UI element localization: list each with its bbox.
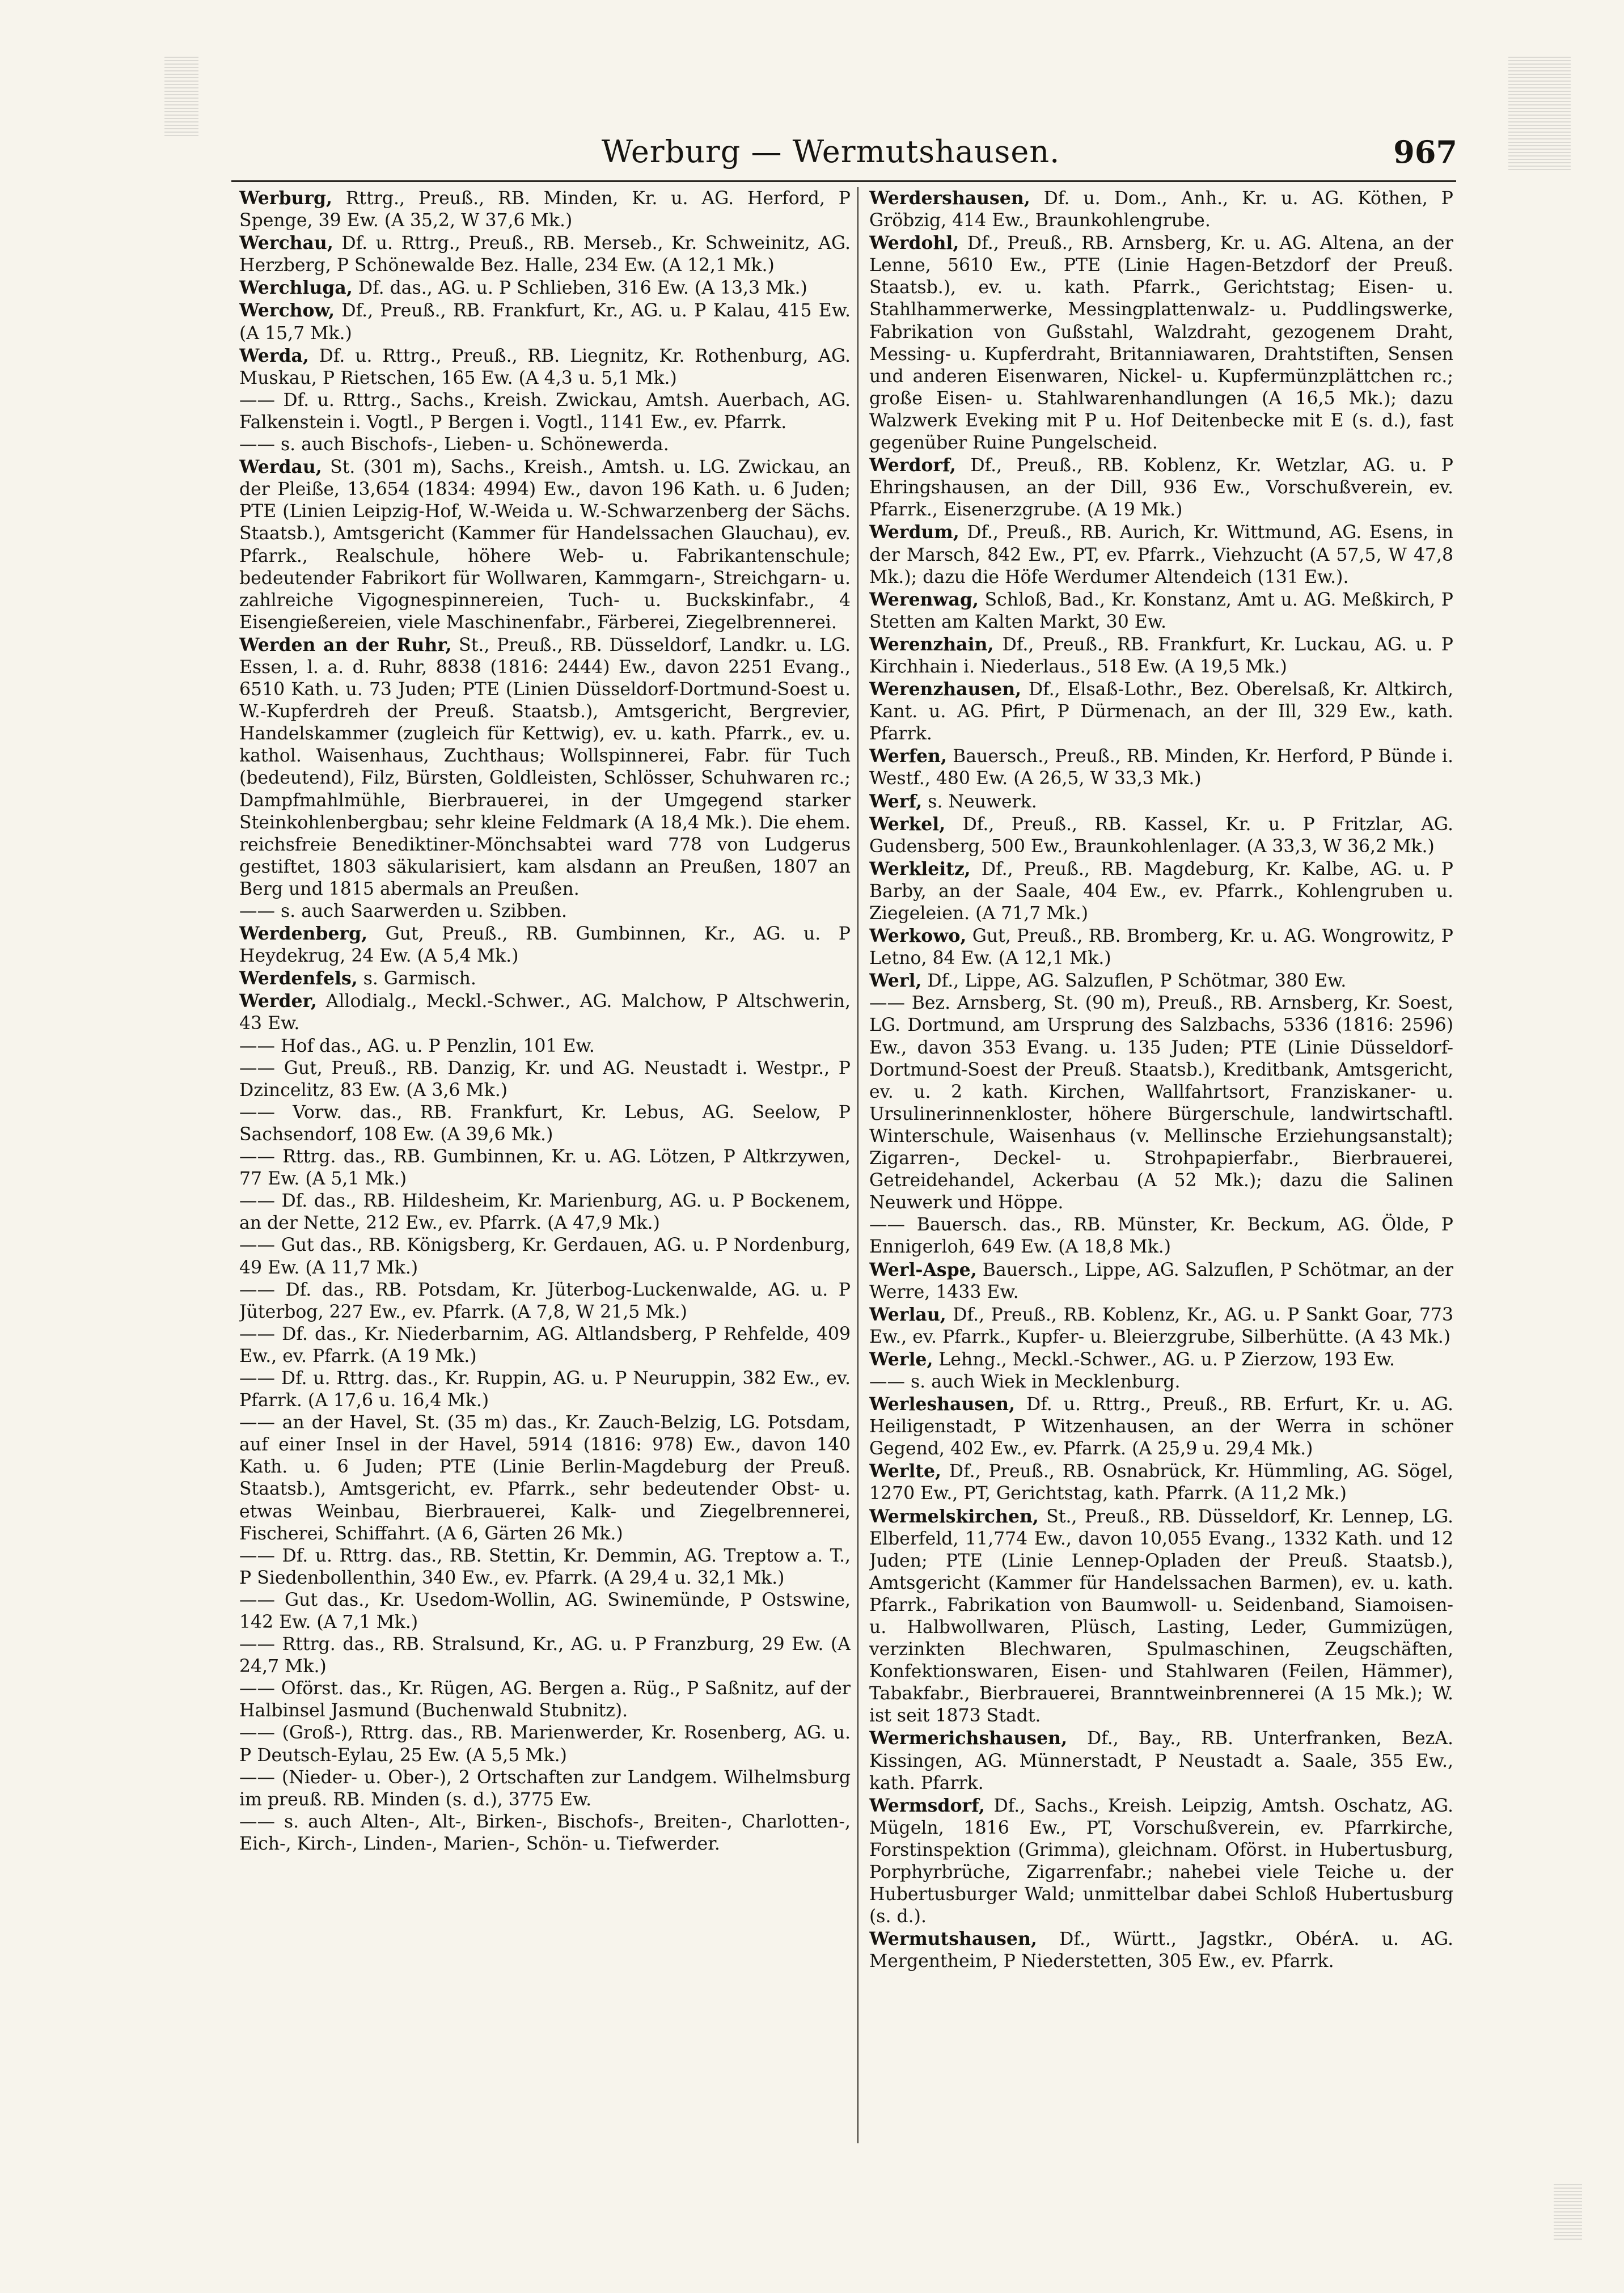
entry-headword: Werdum,: [869, 522, 959, 543]
entry-text: Df., Elsaß-Lothr., Bez. Oberelsaß, Kr. Altkirch, Kant. u. AG. Pfirt, P Dürmenach, an der Ill, 329 Ew., kath. Pfarrk.: [869, 679, 1453, 744]
gazetteer-entry: [869, 187, 1453, 232]
entry-headword: Werenwag,: [869, 589, 979, 610]
gazetteer-subentry: [239, 390, 851, 434]
entry-headword: Werchluga,: [239, 277, 353, 299]
gazetteer-subentry: [239, 900, 851, 923]
gazetteer-subentry: [239, 1234, 851, 1279]
gazetteer-entry: [869, 1304, 1453, 1348]
gazetteer-entry: [239, 187, 851, 232]
gazetteer-subentry: [239, 1767, 851, 1811]
entry-headword: Werkleitz,: [869, 858, 971, 879]
right-column: [869, 187, 1453, 2160]
gazetteer-entry: [869, 1259, 1453, 1304]
gazetteer-entry: [239, 277, 851, 299]
running-title: Werburg — Wermutshausen.: [601, 134, 1060, 170]
gazetteer-entry: [869, 790, 1453, 813]
gazetteer-subentry: [239, 1722, 851, 1766]
header-rule: [231, 180, 1456, 182]
entry-text: Rttrg., Preuß., RB. Minden, Kr. u. AG. Herford, P Spenge, 39 Ew. (A 35,2, W 37,6 Mk.): [239, 188, 851, 231]
running-head: [204, 134, 1457, 185]
entry-headword: Werdenberg,: [239, 923, 368, 945]
entry-text: —— Rttrg. das., RB. Gumbinnen, Kr. u. AG. Lötzen, P Altkrzywen, 77 Ew. (A 5,1 Mk.): [239, 1146, 851, 1190]
gazetteer-entry: [869, 1460, 1453, 1505]
entry-headword: Werdenfels,: [239, 968, 358, 989]
entry-text: —— (Nieder- u. Ober-), 2 Ortschaften zur Landgem. Wilhelmsburg im preuß. RB. Minden (s. d.), 3775 Ew.: [239, 1767, 851, 1810]
entry-headword: Werda,: [239, 345, 309, 366]
entry-headword: Werdohl,: [869, 232, 959, 254]
entry-headword: Werl,: [869, 970, 922, 992]
entry-text: Schloß, Bad., Kr. Konstanz, Amt u. AG. Meßkirch, P Stetten am Kalten Markt, 30 Ew.: [869, 589, 1453, 632]
gazetteer-subentry: [239, 1368, 851, 1412]
gazetteer-subentry: [239, 1811, 851, 1855]
gazetteer-entry: [869, 970, 1453, 992]
gazetteer-subentry: [239, 1412, 851, 1545]
entry-headword: Werdau,: [239, 456, 322, 478]
gazetteer-subentry: [239, 1146, 851, 1190]
gazetteer-subentry: [239, 1190, 851, 1234]
entry-text: Df., Preuß., RB. Koblenz, Kr. Wetzlar, AG. u. P Ehringshausen, an der Dill, 936 Ew., Vorschußverein, ev. Pfarrk., Eisenerzgrube. (A 19 Mk.): [869, 455, 1453, 521]
gazetteer-entry: [239, 299, 851, 344]
entry-text: —— s. auch Saarwerden u. Szibben.: [239, 901, 568, 921]
entry-text: St., Preuß., RB. Düsseldorf, Kr. Lennep, LG. Elberfeld, 11,774 Ew., davon 10,055 Evang., 1332 Kath. und 12 Juden; PTE (Linie Lennep-Opladen der Preuß. Staatsb.), Amtsgericht (Kammer für Handelssachen Barmen), ev. u. kath. Pfarrk., Fabrikation von Baumwoll- u. Seidenband, Siamoisen- u. Halbwollwaren, Plüsch, Lasting, Leder, Gummizügen, verzinkten Blechwaren, Spulmaschinen, Zeugschäften, Konfektionswaren, Eisen- und Stahlwaren (Feilen, Hämmer), Tabakfabr., Bierbrauerei, Branntweinbrennerei (A 15 Mk.); W. ist seit 1873 Stadt.: [869, 1506, 1453, 1727]
entry-text: Df., Preuß., RB. Frankfurt, Kr., AG. u. P Kalau, 415 Ew. (A 15,7 Mk.): [239, 301, 851, 344]
entry-headword: Werchau,: [239, 232, 333, 254]
scan-edge-mark: [1508, 57, 1571, 170]
entry-text: s. Neuwerk.: [922, 791, 1037, 812]
scan-edge-mark: [164, 57, 198, 136]
gazetteer-entry: [239, 232, 851, 277]
entry-text: Df. u. Dom., Anh., Kr. u. AG. Köthen, P Gröbzig, 414 Ew., Braunkohlengrube.: [869, 188, 1453, 231]
gazetteer-entry: [869, 454, 1453, 521]
entry-headword: Werl-Aspe,: [869, 1259, 977, 1280]
entry-text: —— Gut das., Kr. Usedom-Wollin, AG. Swinemünde, P Ostswine, 142 Ew. (A 7,1 Mk.): [239, 1589, 851, 1632]
entry-headword: Werburg,: [239, 188, 332, 209]
entry-text: St., Preuß., RB. Düsseldorf, Landkr. u. LG. Essen, l. a. d. Ruhr, 8838 (1816: 2444) Ew., davon 2251 Evang., 6510 Kath. u. 73 Juden; PTE (Linien Düsseldorf-Dortmund-Soest u. W.-Kupferdreh der Preuß. Staatsb.), Amtsgericht, Bergrevier, Handelskammer (zugleich für Kettwig), ev. u. kath. Pfarrk., ev. u. kathol. Waisenhaus, Zuchthaus; Wollspinnerei, Fabr. für Tuch (bedeutend), Filz, Bürsten, Goldleisten, Schlösser, Schuhwaren rc.; Dampfmahlmühle, Bierbrauerei, in der Umgegend starker Steinkohlenbergbau; sehr kleine Feldmark (A 18,4 Mk.). Die ehem. reichsfreie Benediktiner-Mönchsabtei ward 778 von Ludgerus gestiftet, 1803 säkularisiert, kam alsdann an Preußen, 1807 an Berg und 1815 abermals an Preußen.: [239, 634, 851, 899]
gazetteer-entry: [869, 633, 1453, 678]
entry-text: Df., Preuß., RB. Magdeburg, Kr. Kalbe, AG. u. P Barby, an der Saale, 404 Ew., ev. Pfarrk., Kohlengruben u. Ziegeleien. (A 71,7 Mk.): [869, 858, 1453, 924]
entry-text: —— Df. das., RB. Hildesheim, Kr. Marienburg, AG. u. P Bockenem, an der Nette, 212 Ew., ev. Pfarrk. (A 47,9 Mk.): [239, 1191, 851, 1234]
gazetteer-entry: [239, 990, 851, 1035]
entry-text: Allodialg., Meckl.-Schwer., AG. Malchow, P Altschwerin, 43 Ew.: [239, 991, 851, 1034]
gazetteer-subentry: [239, 1035, 851, 1057]
gazetteer-entry: [869, 521, 1453, 588]
page-number: 967: [1393, 134, 1457, 170]
entry-text: —— Bez. Arnsberg, St. (90 m), Preuß., RB. Arnsberg, Kr. Soest, LG. Dortmund, am Ursprung des Salzbachs, 5336 (1816: 2596) Ew., davon 353 Evang. u. 135 Juden; PTE (Linie Düsseldorf-Dortmund-Soest der Preuß. Staatsb.), Kreditbank, Amtsgericht, ev. u. 2 kath. Kirchen, Wallfahrtsort, Franziskaner- u. Ursulinerinnenkloster, höhere Bürgerschule, landwirtschaftl. Winterschule, Waisenhaus (v. Mellinsche Erziehungsanstalt); Zigarren-, Deckel- u. Strohpapierfabr., Bierbrauerei, Getreidehandel, Ackerbau (A 52 Mk.); dazu die Salinen Neuwerk und Höppe.: [869, 993, 1453, 1213]
entry-text: Df., Bay., RB. Unterfranken, BezA. Kissingen, AG. Münnerstadt, P Neustadt a. Saale, 355 Ew., kath. Pfarrk.: [869, 1728, 1453, 1793]
entry-text: Lehng., Meckl.-Schwer., AG. u. P Zierzow, 193 Ew.: [933, 1349, 1395, 1370]
gazetteer-entry: [239, 456, 851, 634]
entry-headword: Werf,: [869, 790, 923, 812]
entry-headword: Wermerichshausen,: [869, 1728, 1068, 1749]
entry-text: Df., Preuß., RB. Arnsberg, Kr. u. AG. Altena, an der Lenne, 5610 Ew., PTE (Linie Hagen-Betzdorf der Preuß. Staatsb.), ev. u. kath. Pfarrk., Gerichtstag; Eisen- u. Stahlhammerwerke, Messingplattenwalz- u. Puddlingswerke, Fabrikation von Gußstahl, Walzdraht, gezogenem Draht, Messing- u. Kupferdraht, Britanniawaren, Drahtstiften, Sensen und anderen Eisenwaren, Nickel- u. Kupfermünzplättchen rc.; große Eisen- u. Stahlwarenhandlungen (A 16,5 Mk.); dazu Walzwerk Eveking mit P u. Hof Deitenbecke mit E (s. d.), fast gegenüber Ruine Pungelscheid.: [869, 233, 1453, 454]
gazetteer-entry: [869, 232, 1453, 454]
entry-headword: Werenzhausen,: [869, 679, 1022, 700]
entry-text: Df. u. Rttrg., Preuß., RB. Erfurt, Kr. u. AG. Heiligenstadt, P Witzenhausen, an der Werra in schöner Gegend, 402 Ew., ev. Pfarrk. (A 25,9 u. 29,4 Mk.): [869, 1394, 1453, 1459]
entry-headword: Werchow,: [239, 300, 335, 321]
entry-text: —— Hof das., AG. u. P Penzlin, 101 Ew.: [239, 1035, 595, 1056]
entry-headword: Werdershausen,: [869, 188, 1030, 209]
entry-text: Df. u. Rttrg., Preuß., RB. Merseb., Kr. Schweinitz, AG. Herzberg, P Schönewalde Bez. Halle, 234 Ew. (A 12,1 Mk.): [239, 233, 851, 276]
entry-headword: Werder,: [239, 991, 317, 1012]
entry-headword: Werdorf,: [869, 455, 956, 476]
entry-headword: Werfen,: [869, 746, 947, 767]
entry-text: —— an der Havel, St. (35 m) das., Kr. Zauch-Belzig, LG. Potsdam, auf einer Insel in der Havel, 5914 (1816: 978) Ew., davon 140 Kath. u. 6 Juden; PTE (Linie Berlin-Magdeburg der Preuß. Staatsb.), Amtsgericht, ev. Pfarrk., sehr bedeutender Obst- u. etwas Weinbau, Bierbrauerei, Kalk- und Ziegelbrennerei, Fischerei, Schiffahrt. (A 6, Gärten 26 Mk.): [239, 1412, 851, 1544]
gazetteer-entry: [869, 1348, 1453, 1371]
entry-text: Gut, Preuß., RB. Gumbinnen, Kr., AG. u. P Heydekrug, 24 Ew. (A 5,4 Mk.): [239, 924, 851, 967]
gazetteer-entry: [869, 1795, 1453, 1928]
gazetteer-subentry: [869, 1214, 1453, 1258]
gazetteer-entry: [239, 345, 851, 390]
entry-text: —— Gut, Preuß., RB. Danzig, Kr. und AG. Neustadt i. Westpr., P Dzincelitz, 83 Ew. (A 3,6 Mk.): [239, 1057, 851, 1101]
entry-text: Bauersch., Lippe, AG. Salzuflen, P Schötmar, an der Werre, 1433 Ew.: [869, 1259, 1453, 1302]
gazetteer-entry: [239, 923, 851, 967]
entry-text: —— Df. u. Rttrg., Sachs., Kreish. Zwickau, Amtsh. Auerbach, AG. Falkenstein i. Vogtl., P Bergen i. Vogtl., 1141 Ew., ev. Pfarrk.: [239, 390, 851, 433]
gazetteer-entry: [869, 745, 1453, 790]
gazetteer-subentry: [239, 1634, 851, 1678]
gazetteer-subentry: [239, 1102, 851, 1146]
entry-text: Df. das., AG. u. P Schlieben, 316 Ew. (A 13,3 Mk.): [352, 278, 807, 299]
gazetteer-subentry: [239, 1323, 851, 1368]
gazetteer-subentry: [239, 1279, 851, 1323]
gazetteer-entry: [869, 1393, 1453, 1460]
column-divider: [857, 187, 858, 2143]
entry-text: Df., Württ., Jagstkr., ObérA. u. AG. Mergentheim, P Niederstetten, 305 Ew., ev. Pfarrk.: [869, 1929, 1453, 1972]
entry-text: —— (Groß-), Rttrg. das., RB. Marienwerder, Kr. Rosenberg, AG. u. P Deutsch-Eylau, 25 Ew. (A 5,5 Mk.): [239, 1723, 851, 1766]
entry-text: —— s. auch Bischofs-, Lieben- u. Schönewerda.: [239, 434, 669, 455]
entry-text: —— Df. das., RB. Potsdam, Kr. Jüterbog-Luckenwalde, AG. u. P Jüterbog, 227 Ew., ev. Pfarrk. (A 7,8, W 21,5 Mk.): [239, 1279, 851, 1322]
scan-edge-mark: [1554, 2183, 1582, 2240]
entry-text: —— Df. das., Kr. Niederbarnim, AG. Altlandsberg, P Rehfelde, 409 Ew., ev. Pfarrk. (A 19 Mk.): [239, 1323, 851, 1367]
gazetteer-entry: [869, 1727, 1453, 1794]
gazetteer-subentry: [239, 1057, 851, 1102]
gazetteer-entry: [869, 1928, 1453, 1973]
entry-text: —— Df. u. Rttrg. das., Kr. Ruppin, AG. u. P Neuruppin, 382 Ew., ev. Pfarrk. (A 17,6 u. 16,4 Mk.): [239, 1368, 851, 1411]
entry-text: —— Bauersch. das., RB. Münster, Kr. Beckum, AG. Ölde, P Ennigerloh, 649 Ew. (A 18,8 Mk.): [869, 1215, 1453, 1258]
entry-headword: Werkel,: [869, 813, 946, 835]
entry-text: —— s. auch Wiek in Mecklenburg.: [869, 1371, 1181, 1392]
entry-text: —— Vorw. das., RB. Frankfurt, Kr. Lebus, AG. Seelow, P Sachsendorf, 108 Ew. (A 39,6 Mk.): [239, 1102, 851, 1145]
entry-text: Df., Preuß., RB. Aurich, Kr. Wittmund, AG. Esens, in der Marsch, 842 Ew., PT, ev. Pfarrk., Viehzucht (A 57,5, W 47,8 Mk.); dazu die Höfe Werdumer Altendeich (131 Ew.).: [869, 522, 1453, 587]
entry-headword: Werleshausen,: [869, 1394, 1016, 1415]
gazetteer-entry: [239, 967, 851, 990]
entry-text: Df. u. Rttrg., Preuß., RB. Liegnitz, Kr. Rothenburg, AG. Muskau, P Rietschen, 165 Ew. (A 4,3 u. 5,1 Mk.): [239, 345, 851, 388]
entry-text: Gut, Preuß., RB. Bromberg, Kr. u. AG. Wongrowitz, P Letno, 84 Ew. (A 12,1 Mk.): [869, 926, 1453, 969]
gazetteer-entry: [869, 858, 1453, 925]
entry-headword: Werle,: [869, 1348, 933, 1370]
entry-text: Df., Preuß., RB. Frankfurt, Kr. Luckau, AG. u. P Kirchhain i. Niederlaus., 518 Ew. (A 19,5 Mk.): [869, 634, 1453, 677]
gazetteer-entry: [869, 925, 1453, 970]
left-column: [239, 187, 851, 2160]
entry-headword: Wermelskirchen,: [869, 1505, 1039, 1527]
entry-headword: Wermutshausen,: [869, 1928, 1037, 1950]
entry-text: St. (301 m), Sachs., Kreish., Amtsh. u. LG. Zwickau, an der Pleiße, 13,654 (1834: 4994) Ew., davon 196 Kath. u. 6 Juden; PTE (Linien Leipzig-Hof, W.-Weida u. W.-Schwarzenberg der Sächs. Staatsb.), Amtsgericht (Kammer für Handelssachen Glauchau), ev. Pfarrk., Realschule, höhere Web- u. Fabrikantenschule; bedeutender Fabrikort für Wollwaren, Kammgarn-, Streichgarn- u. zahlreiche Vigognespinnereien, Tuch- u. Buckskinfabr., 4 Eisengießereien, viele Maschinenfabr., Färberei, Ziegelbrennerei.: [239, 457, 851, 633]
entry-text: —— Oförst. das., Kr. Rügen, AG. Bergen a. Rüg., P Saßnitz, auf der Halbinsel Jasmund (Buchenwald Stubnitz).: [239, 1678, 851, 1721]
gazetteer-subentry: [239, 1678, 851, 1722]
entry-headword: Werkowo,: [869, 925, 967, 947]
gazetteer-entry: [869, 813, 1453, 858]
entry-text: Df., Lippe, AG. Salzuflen, P Schötmar, 380 Ew.: [921, 971, 1347, 992]
entry-headword: Wermsdorf,: [869, 1795, 985, 1816]
entry-text: Bauersch., Preuß., RB. Minden, Kr. Herford, P Bünde i. Westf., 480 Ew. (A 26,5, W 33,3 Mk.): [869, 746, 1453, 789]
entry-text: —— Gut das., RB. Königsberg, Kr. Gerdauen, AG. u. P Nordenburg, 49 Ew. (A 11,7 Mk.): [239, 1235, 851, 1278]
gazetteer-entry: [869, 678, 1453, 745]
gazetteer-subentry: [239, 1545, 851, 1589]
gazetteer-subentry: [239, 434, 851, 456]
gazetteer-subentry: [869, 992, 1453, 1214]
gazetteer-entry: [239, 634, 851, 900]
entry-headword: Werden an der Ruhr,: [239, 634, 452, 655]
entry-text: —— Df. u. Rttrg. das., RB. Stettin, Kr. Demmin, AG. Treptow a. T., P Siedenbollenthin, 340 Ew., ev. Pfarrk. (A 29,4 u. 32,1 Mk.): [239, 1545, 851, 1588]
entry-text: s. Garmisch.: [357, 968, 476, 989]
entry-headword: Werlau,: [869, 1304, 946, 1325]
entry-text: Df., Sachs., Kreish. Leipzig, Amtsh. Oschatz, AG. Mügeln, 1816 Ew., PT, Vorschußverein, ev. Pfarrkirche, Forstinspektion (Grimma), gleichnam. Oförst. in Hubertusburg, Porphyrbrüche, Zigarrenfabr.; nahebei viele Teiche u. der Hubertusburger Wald; unmittelbar dabei Schloß Hubertusburg (s. d.).: [869, 1795, 1453, 1927]
entry-text: Df., Preuß., RB. Koblenz, Kr., AG. u. P Sankt Goar, 773 Ew., ev. Pfarrk., Kupfer- u. Bleierzgrube, Silberhütte. (A 43 Mk.): [869, 1304, 1453, 1347]
entry-text: Df., Preuß., RB. Kassel, Kr. u. P Fritzlar, AG. Gudensberg, 500 Ew., Braunkohlenlager. (A 33,3, W 36,2 Mk.): [869, 814, 1453, 857]
entry-text: —— Rttrg. das., RB. Stralsund, Kr., AG. u. P Franzburg, 29 Ew. (A 24,7 Mk.): [239, 1634, 851, 1677]
gazetteer-subentry: [869, 1371, 1453, 1393]
gazetteer-entry: [869, 589, 1453, 633]
gazetteer-subentry: [239, 1589, 851, 1634]
entry-headword: Werenzhain,: [869, 633, 994, 655]
entry-text: Df., Preuß., RB. Osnabrück, Kr. Hümmling, AG. Sögel, 1270 Ew., PT, Gerichtstag, kath. Pfarrk. (A 11,2 Mk.): [869, 1461, 1453, 1504]
gazetteer-entry: [869, 1505, 1453, 1728]
entry-text: —— s. auch Alten-, Alt-, Birken-, Bischofs-, Breiten-, Charlotten-, Eich-, Kirch-, Linden-, Marien-, Schön- u. Tiefwerder.: [239, 1811, 851, 1854]
entry-headword: Werlte,: [869, 1461, 941, 1482]
